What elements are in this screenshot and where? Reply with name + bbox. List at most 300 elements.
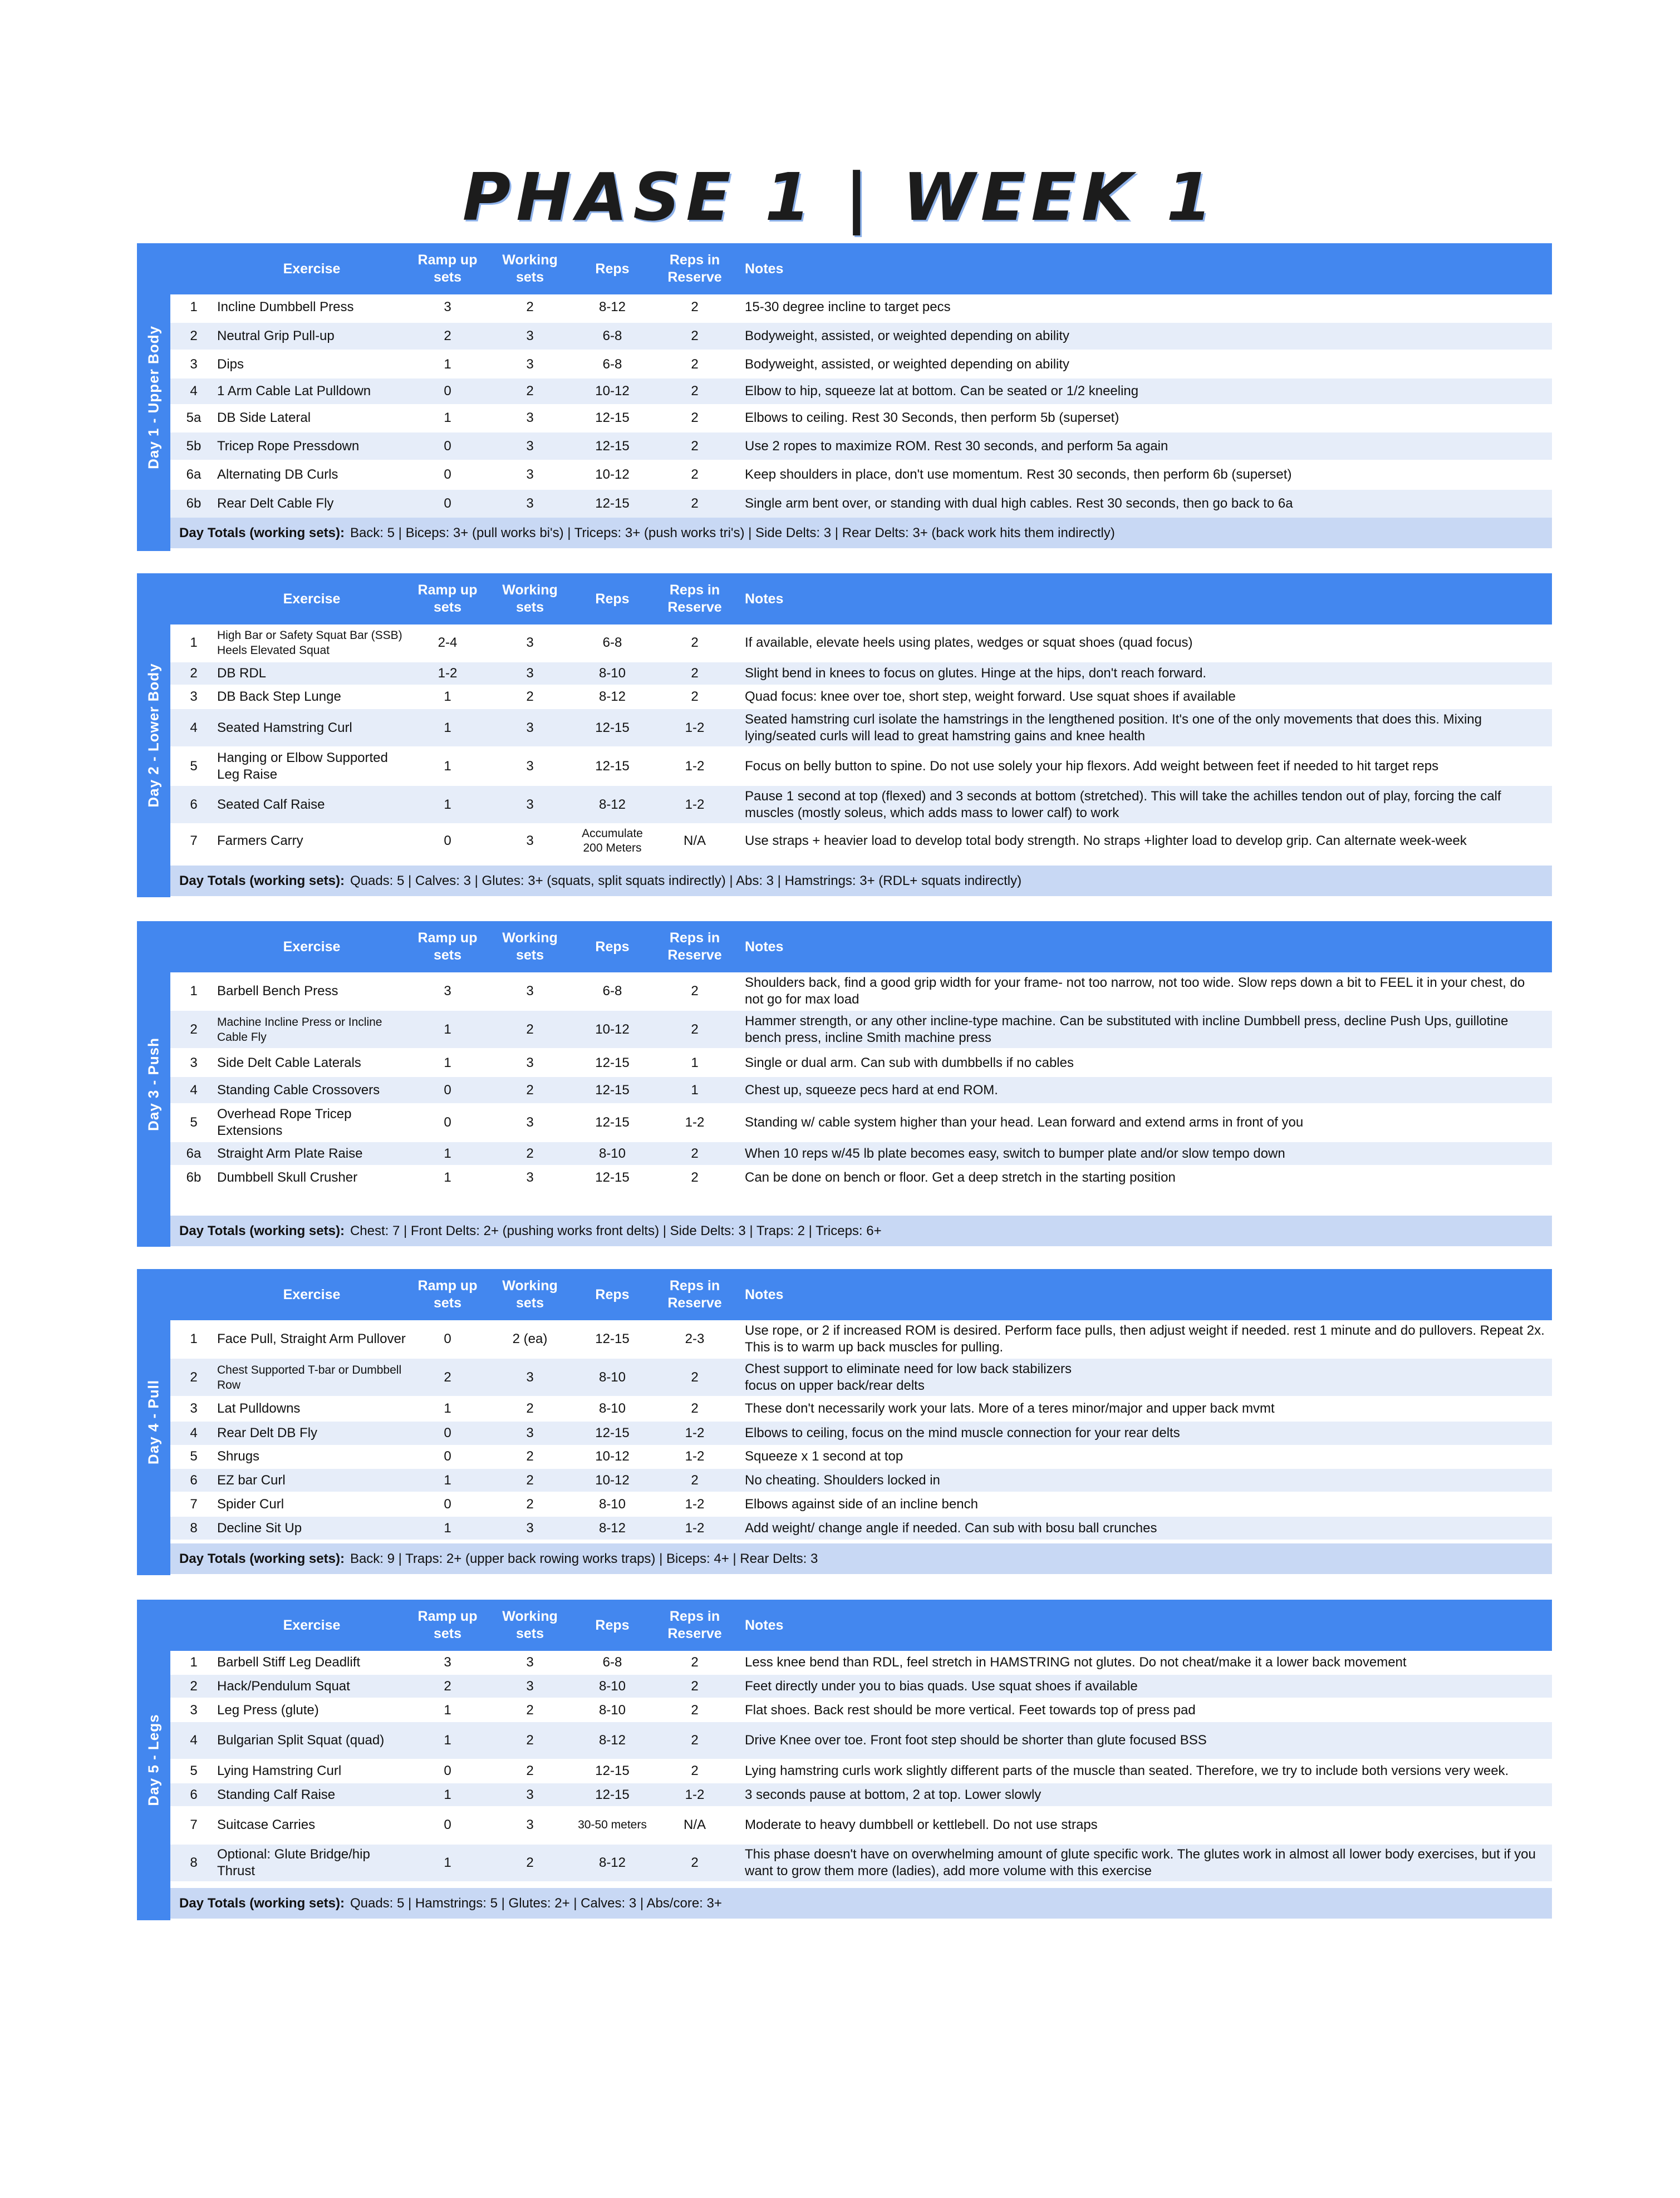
working-sets — [489, 824, 571, 858]
table-row — [170, 1699, 1552, 1722]
working-sets — [489, 351, 571, 378]
exercise-name-text: Face Pull, Straight Arm Pullover — [217, 1331, 406, 1346]
reps-in-reserve — [654, 1469, 736, 1492]
reps-text: 12-15 — [595, 1115, 630, 1130]
table-row — [170, 1651, 1552, 1674]
reps — [571, 972, 654, 1010]
reps-in-reserve — [654, 1675, 736, 1698]
exercise-name — [217, 1675, 406, 1698]
exercise-number — [170, 1445, 217, 1468]
reps-in-reserve — [654, 1050, 736, 1076]
exercise-number — [170, 748, 217, 785]
column-header-notes: Notes — [745, 591, 784, 607]
exercise-number-text: 3 — [190, 1702, 198, 1718]
table-row — [170, 1675, 1552, 1698]
column-header-working: Working sets — [502, 582, 558, 615]
working-sets — [489, 1050, 571, 1076]
reps-in-reserve-text: 2 — [691, 466, 699, 482]
day-totals-value: Back: 9 | Traps: 2+ (upper back rowing works traps) | Biceps: 4+ | Rear Delts: 3 — [350, 1551, 818, 1566]
reps — [571, 1845, 654, 1881]
exercise-name-text: Alternating DB Curls — [217, 466, 338, 482]
reps — [571, 1445, 654, 1468]
exercise-number-text: 6a — [186, 466, 202, 482]
ramp-up-sets — [406, 1699, 489, 1722]
exercise-name — [217, 824, 406, 858]
day-totals — [170, 866, 1552, 896]
working-sets-text: 3 — [526, 328, 534, 343]
exercise-number-text: 5 — [190, 1448, 198, 1464]
ramp-up-sets-text: 0 — [444, 496, 451, 511]
notes — [745, 1722, 1546, 1759]
exercise-number — [170, 1845, 217, 1881]
exercise-name — [217, 1807, 406, 1843]
reps-in-reserve — [654, 1077, 736, 1103]
exercise-name — [217, 1517, 406, 1540]
reps — [571, 1493, 654, 1516]
reps-in-reserve-text: 1-2 — [685, 1520, 705, 1536]
reps-in-reserve — [654, 972, 736, 1010]
table-row — [170, 686, 1552, 708]
exercise-name-text: High Bar or Safety Squat Bar (SSB) Heels Elevated Squat — [217, 629, 402, 657]
reps — [571, 490, 654, 518]
working-sets-text: 3 — [526, 1169, 534, 1185]
reps-text: 8-10 — [598, 1702, 626, 1718]
reps-in-reserve-text: 2 — [691, 383, 699, 399]
exercise-name — [217, 1142, 406, 1165]
reps — [571, 405, 654, 431]
exercise-number — [170, 432, 217, 460]
reps-text: 12-15 — [595, 1169, 630, 1185]
ramp-up-sets-text: 1 — [444, 357, 451, 372]
notes-text: This phase doesn't have on overwhelming amount of glute specific work. The glutes work in almost all lower body exercises, but if you want to grow them more (ladies), add more volume with this exercise — [745, 1847, 1536, 1879]
column-header-reps: Reps — [595, 1617, 630, 1633]
reps-text: 8-10 — [598, 1369, 626, 1385]
reps — [571, 662, 654, 685]
exercise-name-text: Bulgarian Split Squat (quad) — [217, 1733, 385, 1748]
working-sets-text: 3 — [526, 1678, 534, 1694]
table-row — [170, 662, 1552, 685]
ramp-up-sets — [406, 323, 489, 350]
reps-text: 8-12 — [598, 1855, 626, 1870]
reps-text: 12-15 — [595, 1055, 630, 1070]
working-sets — [489, 1166, 571, 1189]
reps-in-reserve-text: 2 — [691, 496, 699, 511]
ramp-up-sets-text: 1 — [444, 1401, 451, 1416]
column-header-working: Working sets — [502, 252, 558, 285]
reps-text: 8-10 — [598, 1678, 626, 1694]
ramp-up-sets — [406, 1807, 489, 1843]
exercise-name-text: Standing Calf Raise — [217, 1787, 336, 1802]
reps-in-reserve-text: 1-2 — [685, 1448, 705, 1464]
ramp-up-sets-text: 1 — [444, 1169, 451, 1185]
notes-text: Keep shoulders in place, don't use momentum. Rest 30 seconds, then perform 6b (superset) — [745, 466, 1292, 482]
ramp-up-sets-text: 1-2 — [438, 666, 458, 681]
notes-text: Single arm bent over, or standing with dual high cables. Rest 30 seconds, then go back to 6a — [745, 496, 1293, 511]
ramp-up-sets — [406, 686, 489, 708]
exercise-name — [217, 432, 406, 460]
exercise-number-text: 5a — [186, 410, 202, 425]
reps — [571, 1722, 654, 1759]
column-header-notes: Notes — [745, 1617, 784, 1633]
exercise-number-text: 5 — [190, 1763, 198, 1778]
notes — [745, 432, 1546, 460]
exercise-name — [217, 1077, 406, 1103]
exercise-name — [217, 323, 406, 350]
exercise-name-text: Rear Delt Cable Fly — [217, 496, 334, 511]
notes — [745, 972, 1546, 1010]
ramp-up-sets — [406, 293, 489, 321]
column-header-rir: Reps in Reserve — [667, 252, 722, 285]
day-side-bar — [137, 921, 170, 1247]
exercise-number-text: 5 — [190, 758, 198, 774]
reps — [571, 1807, 654, 1843]
table-row — [170, 1077, 1552, 1103]
exercise-number — [170, 972, 217, 1010]
reps-in-reserve-text: 1-2 — [685, 1496, 705, 1512]
notes — [745, 378, 1546, 404]
notes — [745, 1675, 1546, 1698]
exercise-name-text: Leg Press (glute) — [217, 1702, 319, 1718]
table-row — [170, 293, 1552, 321]
working-sets — [489, 1445, 571, 1468]
notes-text: If available, elevate heels using plates, wedges or squat shoes (quad focus) — [745, 635, 1193, 650]
table-row — [170, 378, 1552, 404]
exercise-name-text: Incline Dumbbell Press — [217, 299, 354, 314]
reps-in-reserve-text: 1-2 — [685, 720, 705, 735]
exercise-name-text: Tricep Rope Pressdown — [217, 438, 360, 454]
reps-text: 8-12 — [598, 689, 626, 704]
ramp-up-sets-text: 1 — [444, 1855, 451, 1870]
reps — [571, 748, 654, 785]
working-sets-text: 2 — [526, 1145, 534, 1161]
ramp-up-sets — [406, 405, 489, 431]
ramp-up-sets-text: 3 — [444, 1654, 451, 1670]
reps-text: 30-50 meters — [578, 1818, 647, 1831]
exercise-name-text: Chest Supported T-bar or Dumbbell Row — [217, 1363, 402, 1391]
reps-in-reserve-text: 1 — [691, 1082, 699, 1098]
table-row — [170, 1320, 1552, 1358]
exercise-name — [217, 709, 406, 746]
exercise-name — [217, 1422, 406, 1445]
exercise-name — [217, 490, 406, 518]
ramp-up-sets-text: 1 — [444, 1733, 451, 1748]
reps — [571, 1142, 654, 1165]
day-totals-label: Day Totals (working sets): — [179, 1551, 345, 1566]
exercise-number — [170, 378, 217, 404]
column-header-exercise: Exercise — [283, 1286, 341, 1302]
reps-text: 12-15 — [595, 410, 630, 425]
notes-text: 15-30 degree incline to target pecs — [745, 299, 951, 314]
day-label: Day 2 - Lower Body — [145, 663, 162, 808]
exercise-number-text: 1 — [190, 983, 198, 999]
exercise-name — [217, 460, 406, 489]
working-sets — [489, 432, 571, 460]
notes — [745, 460, 1546, 489]
notes-text: Shoulders back, find a good grip width for your frame- not too narrow, not too wide. Slow reps down a bit to FEEL it in your chest, do not go for max load — [745, 975, 1525, 1007]
column-header-working: Working sets — [502, 1278, 558, 1311]
reps-in-reserve-text: 2 — [691, 1702, 699, 1718]
notes-text: Focus on belly button to spine. Do not use solely your hip flexors. Add weight between feet if needed to hit target reps — [745, 758, 1439, 774]
reps — [571, 1699, 654, 1722]
working-sets-text: 3 — [526, 666, 534, 681]
notes-text: Chest support to eliminate need for low back stabilizers focus on upper back/rear delts — [745, 1361, 1072, 1393]
day-label: Day 5 - Legs — [145, 1714, 162, 1806]
exercise-number-text: 1 — [190, 1654, 198, 1670]
notes — [745, 1422, 1546, 1445]
working-sets — [489, 460, 571, 489]
exercise-number — [170, 351, 217, 378]
reps-text: 12-15 — [595, 1763, 630, 1778]
day-section — [137, 1600, 1552, 1920]
notes-text: Pause 1 second at top (flexed) and 3 seconds at bottom (stretched). This will take the achilles tendon out of play, forcing the calf muscles (mostly soleus, which adds mass to lower calf) to work — [745, 788, 1501, 820]
exercise-number — [170, 460, 217, 489]
exercise-name — [217, 1845, 406, 1881]
ramp-up-sets — [406, 1104, 489, 1141]
notes — [745, 1359, 1546, 1396]
notes — [745, 1050, 1546, 1076]
column-header-reps: Reps — [595, 591, 630, 607]
reps-in-reserve — [654, 662, 736, 685]
exercise-name — [217, 972, 406, 1010]
ramp-up-sets-text: 0 — [444, 466, 451, 482]
day-table — [170, 921, 1552, 1247]
working-sets-text: 3 — [526, 496, 534, 511]
ramp-up-sets-text: 0 — [444, 833, 451, 848]
ramp-up-sets-text: 0 — [444, 1763, 451, 1778]
exercise-number-text: 2 — [190, 666, 198, 681]
exercise-number — [170, 1783, 217, 1806]
working-sets — [489, 1397, 571, 1420]
notes — [745, 709, 1546, 746]
reps-in-reserve-text: 2 — [691, 1678, 699, 1694]
ramp-up-sets-text: 0 — [444, 1817, 451, 1832]
table-row — [170, 1759, 1552, 1782]
ramp-up-sets-text: 1 — [444, 1520, 451, 1536]
exercise-name — [217, 1651, 406, 1674]
exercise-number-text: 4 — [190, 1425, 198, 1440]
working-sets — [489, 1320, 571, 1358]
ramp-up-sets-text: 1 — [444, 1472, 451, 1488]
ramp-up-sets-text: 0 — [444, 383, 451, 399]
ramp-up-sets-text: 1 — [444, 1787, 451, 1802]
exercise-number — [170, 1077, 217, 1103]
exercise-name — [217, 1359, 406, 1396]
working-sets — [489, 1469, 571, 1492]
exercise-name-text: Decline Sit Up — [217, 1520, 302, 1536]
notes-text: Bodyweight, assisted, or weighted depending on ability — [745, 357, 1070, 372]
reps — [571, 709, 654, 746]
ramp-up-sets — [406, 1320, 489, 1358]
day-totals-label: Day Totals (working sets): — [179, 873, 345, 888]
ramp-up-sets — [406, 1422, 489, 1445]
day-side-bar — [137, 1600, 170, 1920]
reps-text: 8-12 — [598, 1520, 626, 1536]
exercise-number — [170, 686, 217, 708]
working-sets-text: 3 — [526, 796, 534, 812]
ramp-up-sets — [406, 490, 489, 518]
exercise-number — [170, 1759, 217, 1782]
table-row — [170, 625, 1552, 661]
day-table — [170, 573, 1552, 897]
ramp-up-sets-text: 0 — [444, 1082, 451, 1098]
exercise-name — [217, 1166, 406, 1189]
column-header-notes: Notes — [745, 1286, 784, 1302]
exercise-number-text: 3 — [190, 1055, 198, 1070]
table-row — [170, 490, 1552, 518]
reps-in-reserve — [654, 686, 736, 708]
exercise-number-text: 1 — [190, 1331, 198, 1346]
table-header — [170, 1269, 1552, 1320]
column-header-notes: Notes — [745, 260, 784, 277]
exercise-name-text: Suitcase Carries — [217, 1817, 316, 1832]
ramp-up-sets-text: 1 — [444, 796, 451, 812]
exercise-name-text: Hanging or Elbow Supported Leg Raise — [217, 750, 388, 782]
exercise-name-text: Side Delt Cable Laterals — [217, 1055, 361, 1070]
ramp-up-sets-text: 3 — [444, 983, 451, 999]
reps — [571, 1077, 654, 1103]
reps — [571, 378, 654, 404]
reps-in-reserve-text: 2 — [691, 1763, 699, 1778]
exercise-name-text: EZ bar Curl — [217, 1472, 286, 1488]
table-row — [170, 405, 1552, 431]
notes-text: Elbows against side of an incline bench — [745, 1496, 978, 1512]
exercise-name — [217, 1469, 406, 1492]
ramp-up-sets — [406, 748, 489, 785]
reps-in-reserve — [654, 405, 736, 431]
ramp-up-sets — [406, 625, 489, 661]
working-sets-text: 3 — [526, 1425, 534, 1440]
reps-in-reserve — [654, 709, 736, 746]
working-sets-text: 3 — [526, 1115, 534, 1130]
working-sets-text: 3 — [526, 1055, 534, 1070]
exercise-number — [170, 1675, 217, 1698]
reps-in-reserve — [654, 293, 736, 321]
ramp-up-sets-text: 1 — [444, 689, 451, 704]
working-sets — [489, 709, 571, 746]
ramp-up-sets — [406, 1783, 489, 1806]
notes-text: Use rope, or 2 if increased ROM is desired. Perform face pulls, then adjust weight if needed. rest 1 minute and do pullovers. Repeat 2x. This is to warm up back muscles for pulling. — [745, 1322, 1545, 1355]
day-totals-label: Day Totals (working sets): — [179, 525, 345, 540]
reps-in-reserve-text: 2 — [691, 1021, 699, 1037]
table-row — [170, 1783, 1552, 1806]
working-sets — [489, 748, 571, 785]
ramp-up-sets — [406, 1445, 489, 1468]
exercise-name — [217, 1104, 406, 1141]
reps-text: Accumulate 200 Meters — [582, 827, 643, 854]
exercise-name-text: Farmers Carry — [217, 833, 303, 848]
reps-in-reserve — [654, 378, 736, 404]
reps-in-reserve-text: 1-2 — [685, 1787, 705, 1802]
table-row — [170, 786, 1552, 823]
exercise-name-text: Lying Hamstring Curl — [217, 1763, 342, 1778]
working-sets-text: 2 (ea) — [512, 1331, 548, 1346]
reps-in-reserve — [654, 1142, 736, 1165]
reps-text: 10-12 — [595, 383, 630, 399]
working-sets — [489, 405, 571, 431]
table-row — [170, 1050, 1552, 1076]
working-sets — [489, 686, 571, 708]
exercise-name-text: Neutral Grip Pull-up — [217, 328, 335, 343]
working-sets — [489, 1517, 571, 1540]
reps-in-reserve — [654, 1422, 736, 1445]
notes-text: When 10 reps w/45 lb plate becomes easy, switch to bumper plate and/or slow tempo down — [745, 1145, 1285, 1161]
notes-text: Use straps + heavier load to develop total body strength. No straps +lighter load to develop grip. Can alternate week-week — [745, 833, 1467, 848]
ramp-up-sets — [406, 1397, 489, 1420]
notes-text: Chest up, squeeze pecs hard at end ROM. — [745, 1082, 998, 1098]
working-sets-text: 2 — [526, 1496, 534, 1512]
exercise-name — [217, 662, 406, 685]
exercise-name — [217, 405, 406, 431]
exercise-number — [170, 1807, 217, 1843]
ramp-up-sets-text: 2 — [444, 328, 451, 343]
exercise-name — [217, 786, 406, 823]
working-sets-text: 2 — [526, 1082, 534, 1098]
notes — [745, 625, 1546, 661]
exercise-name-text: Optional: Glute Bridge/hip Thrust — [217, 1847, 370, 1879]
exercise-number-text: 6 — [190, 1787, 198, 1802]
day-totals-value: Quads: 5 | Hamstrings: 5 | Glutes: 2+ | Calves: 3 | Abs/core: 3+ — [350, 1895, 722, 1911]
working-sets-text: 3 — [526, 1520, 534, 1536]
notes-text: Seated hamstring curl isolate the hamstrings in the lengthened position. It's one of the only movements that does this. Mixing lying/seated curls will lead to great hamstring gains and knee health — [745, 711, 1482, 744]
day-totals — [170, 1543, 1552, 1574]
working-sets — [489, 293, 571, 321]
exercise-number — [170, 293, 217, 321]
column-header-rir: Reps in Reserve — [667, 1278, 722, 1311]
notes — [745, 824, 1546, 858]
reps-in-reserve-text: 2 — [691, 666, 699, 681]
table-row — [170, 1722, 1552, 1759]
reps-text: 8-12 — [598, 796, 626, 812]
exercise-name — [217, 1783, 406, 1806]
column-header-reps: Reps — [595, 260, 630, 277]
reps — [571, 293, 654, 321]
working-sets-text: 3 — [526, 1654, 534, 1670]
day-totals — [170, 1216, 1552, 1246]
reps-in-reserve — [654, 1807, 736, 1843]
notes — [745, 1142, 1546, 1165]
reps-in-reserve — [654, 1699, 736, 1722]
exercise-number-text: 3 — [190, 689, 198, 704]
ramp-up-sets-text: 2 — [444, 1678, 451, 1694]
exercise-name — [217, 1320, 406, 1358]
table-row — [170, 1517, 1552, 1540]
notes-text: Can be done on bench or floor. Get a deep stretch in the starting position — [745, 1169, 1176, 1185]
notes-text: Use 2 ropes to maximize ROM. Rest 30 seconds, and perform 5a again — [745, 438, 1168, 454]
reps-in-reserve-text: 1-2 — [685, 796, 705, 812]
reps-text: 12-15 — [595, 1082, 630, 1098]
reps-in-reserve-text: 2 — [691, 1855, 699, 1870]
exercise-number — [170, 1422, 217, 1445]
column-header-reps: Reps — [595, 1286, 630, 1302]
exercise-name — [217, 1493, 406, 1516]
day-label: Day 4 - Pull — [145, 1379, 162, 1465]
day-totals-value: Quads: 5 | Calves: 3 | Glutes: 3+ (squats, split squats indirectly) | Abs: 3 | Hamstrings: 3+ (RDL+ squats indirectly) — [350, 873, 1022, 888]
exercise-number-text: 2 — [190, 1678, 198, 1694]
notes — [745, 1699, 1546, 1722]
table-row — [170, 1104, 1552, 1141]
exercise-number — [170, 490, 217, 518]
notes-text: Hammer strength, or any other incline-type machine. Can be substituted with incline Dumbbell press, decline Push Ups, guillotine bench press, incline Smith machine press — [745, 1013, 1509, 1045]
exercise-name-text: Hack/Pendulum Squat — [217, 1678, 350, 1694]
reps-in-reserve — [654, 351, 736, 378]
exercise-number-text: 5 — [190, 1115, 198, 1130]
column-header-ramp: Ramp up sets — [417, 252, 478, 285]
column-header-rir: Reps in Reserve — [667, 1609, 722, 1641]
working-sets — [489, 490, 571, 518]
ramp-up-sets — [406, 1050, 489, 1076]
page-title: PHASE 1 | WEEK 1 — [462, 159, 1218, 235]
reps — [571, 1320, 654, 1358]
